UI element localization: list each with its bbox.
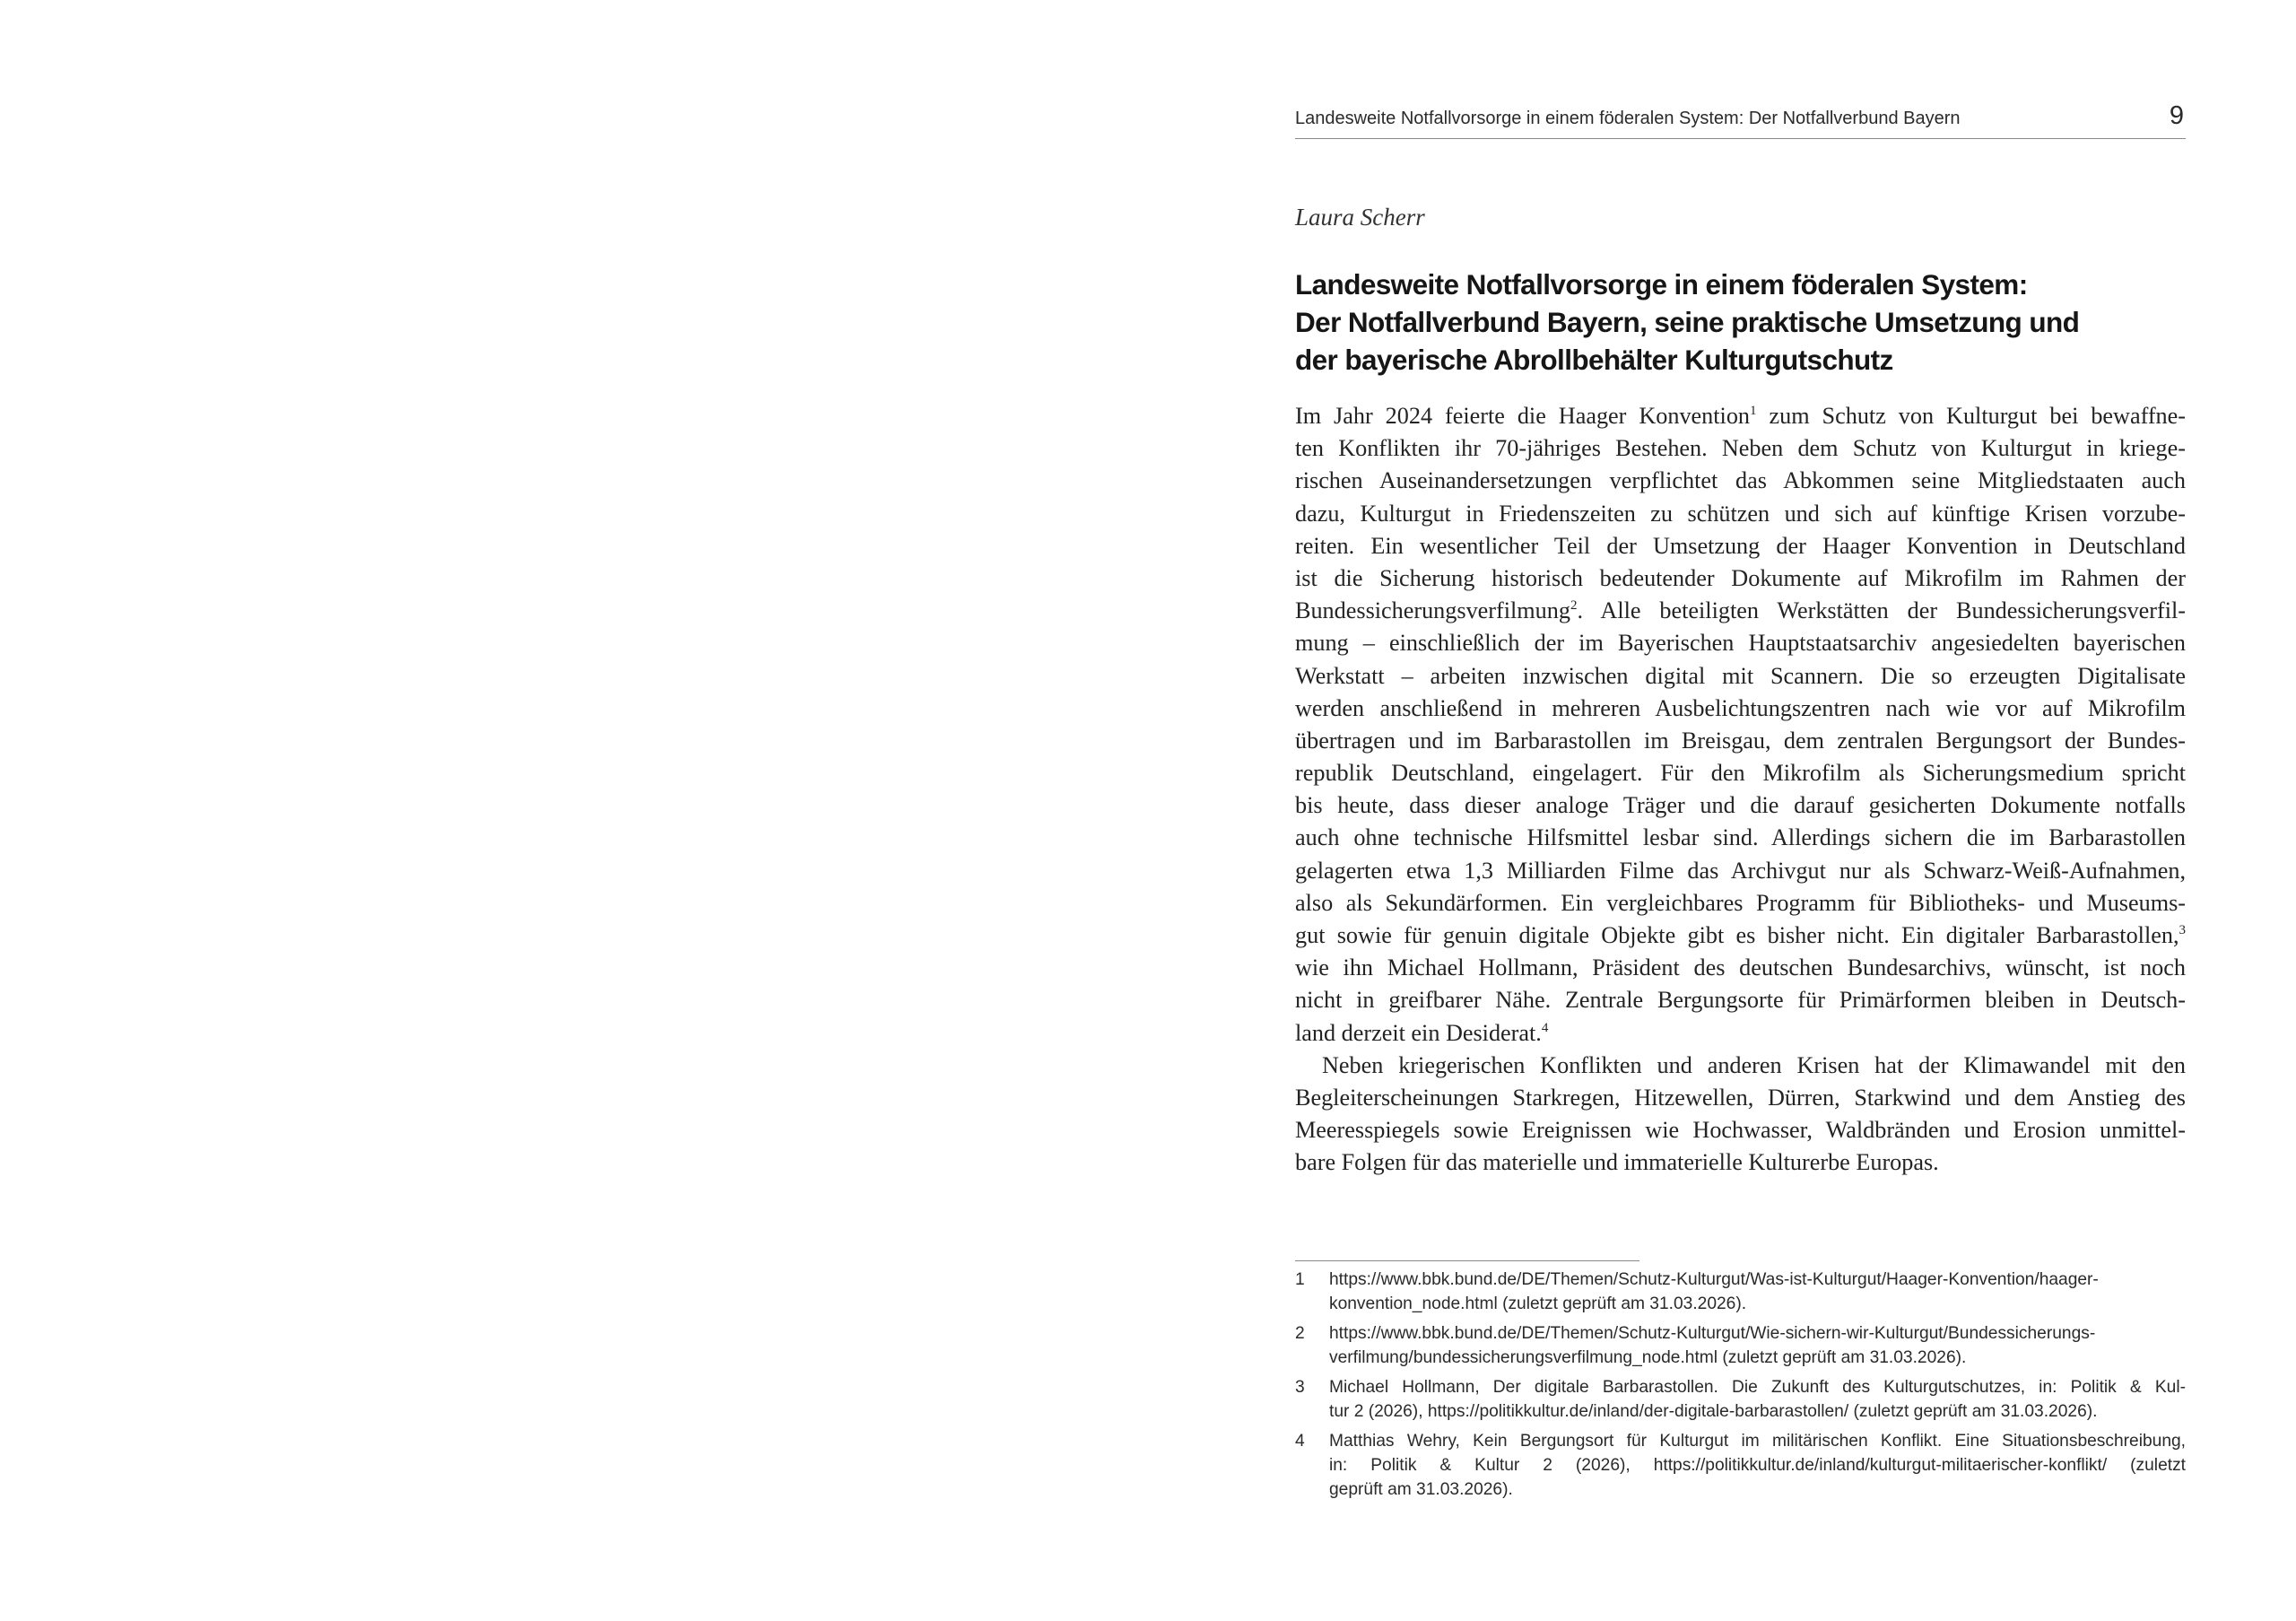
footnote-number: 4 <box>1295 1432 1305 1451</box>
body-line: also als Sekundärformen. Ein vergleichbares Programm für Bibliotheks- und Museums- <box>1295 889 2186 916</box>
article-title-line: Der Notfallverbund Bayern, seine praktische Umsetzung und <box>1295 306 2080 338</box>
footnote-text <box>1329 1321 2186 1370</box>
body-line: bare Folgen für das materielle und immaterielle Kulturerbe Europas. <box>1295 1149 1939 1176</box>
footnote-line[interactable]: https://www.bbk.bund.de/DE/Themen/Schutz-Kulturgut/Wie-sichern-wir-Kulturgut/Bundessicherungs- <box>1329 1324 2096 1343</box>
footnote-line: Matthias Wehry, Kein Bergungsort für Kulturgut im militärischen Konflikt. Eine Situationsbeschreibung, <box>1329 1432 2186 1451</box>
running-head <box>1295 99 2186 139</box>
body-line: ten Konflikten ihr 70-jähriges Bestehen. Neben dem Schutz von Kulturgut in kriege- <box>1295 435 2186 462</box>
body-line: Neben kriegerischen Konflikten und anderen Krisen hat der Klimawandel mit den <box>1322 1051 2186 1078</box>
footnote-line: geprüft am 31.03.2026). <box>1329 1480 1513 1499</box>
body-line: Meeresspiegels sowie Ereignissen wie Hochwasser, Waldbränden und Erosion unmittel- <box>1295 1117 2186 1144</box>
footnote-divider <box>1295 1260 1639 1261</box>
footnote-number: 2 <box>1295 1324 1305 1343</box>
body-line: dazu, Kulturgut in Friedenszeiten zu schützen und sich auf künftige Krisen vorzube- <box>1295 500 2186 527</box>
body-line: auch ohne technische Hilfsmittel lesbar sind. Allerdings sichern die im Barbarastollen <box>1295 824 2186 851</box>
footnotes <box>1295 1268 2186 1507</box>
body-line: rischen Auseinandersetzungen verpflichtet das Abkommen seine Mitgliedstaaten auch <box>1295 467 2186 494</box>
body-line: reiten. Ein wesentlicher Teil der Umsetzung der Haager Konvention in Deutschland <box>1295 532 2186 559</box>
body-line: wie ihn Michael Hollmann, Präsident des deutschen Bundesarchivs, wünscht, ist noch <box>1295 954 2186 981</box>
body-line: republik Deutschland, eingelagert. Für den Mikrofilm als Sicherungsmedium spricht <box>1295 760 2186 787</box>
body-line: übertragen und im Barbarastollen im Breisgau, dem zentralen Bergungsort der Bundes- <box>1295 727 2186 754</box>
footnote-line: Michael Hollmann, Der digitale Barbarastollen. Die Zukunft des Kulturgutschutzes, in: Politik & Kul- <box>1329 1378 2186 1397</box>
footnote-line[interactable]: verfilmung/bundessicherungsverfilmung_node.html (zuletzt geprüft am 31.03.2026). <box>1329 1348 1967 1367</box>
footnote-4 <box>1295 1429 2186 1502</box>
article-title-line: der bayerische Abrollbehälter Kulturgutschutz <box>1295 344 1893 376</box>
body-line: werden anschließend in mehreren Ausbelichtungszentren nach wie vor auf Mikrofilm <box>1295 694 2186 721</box>
body-line: land derzeit ein Desiderat.$^4$ <box>1295 1019 1549 1046</box>
body-line: gut sowie für genuin digitale Objekte gibt es bisher nicht. Ein digitaler Barbarastollen,$^3$ <box>1295 922 2186 948</box>
author-name: Laura Scherr <box>1295 204 1425 231</box>
right-page <box>1295 0 2186 1621</box>
body-line: nicht in greifbarer Nähe. Zentrale Bergungsorte für Primärformen bleiben in Deutsch- <box>1295 987 2186 1014</box>
article-title <box>1295 266 2186 379</box>
body-line: ist die Sicherung historisch bedeutender Dokumente auf Mikrofilm im Rahmen der <box>1295 564 2186 591</box>
body-line: Begleiterscheinungen Starkregen, Hitzewellen, Dürren, Starkwind und dem Anstieg des <box>1295 1084 2186 1111</box>
footnote-2 <box>1295 1321 2186 1370</box>
footnote-line[interactable]: konvention_node.html (zuletzt geprüft am 31.03.2026). <box>1329 1294 1747 1313</box>
footnote-number: 3 <box>1295 1378 1305 1397</box>
body-line: gelagerten etwa 1,3 Milliarden Filme das Archivgut nur als Schwarz-Weiß-Aufnahmen, <box>1295 857 2186 884</box>
running-head-title: Landesweite Notfallvorsorge in einem föderalen System: Der Notfallverbund Bayern <box>1295 109 1961 128</box>
footnote-line[interactable]: https://www.bbk.bund.de/DE/Themen/Schutz-Kulturgut/Was-ist-Kulturgut/Haager-Konvention/haager- <box>1329 1270 2099 1289</box>
footnote-text <box>1329 1375 2186 1424</box>
footnote-number: 1 <box>1295 1270 1305 1289</box>
footnote-ref-4[interactable]: 4 <box>1541 1020 1549 1035</box>
footnote-line[interactable]: tur 2 (2026), https://politikkultur.de/inland/der-digitale-barbarastollen/ (zuletzt geprüft am 31.03.2026). <box>1329 1402 2098 1421</box>
footnote-ref-1[interactable]: 1 <box>1750 404 1757 418</box>
page-number: 9 <box>2169 101 2184 130</box>
footnote-text <box>1329 1429 2186 1502</box>
footnote-1 <box>1295 1268 2186 1316</box>
article-title-line: Landesweite Notfallvorsorge in einem föderalen System: <box>1295 268 2028 301</box>
body-line: Werkstatt – arbeiten inzwischen digital mit Scannern. Die so erzeugten Digitalisate <box>1295 662 2186 689</box>
footnote-3 <box>1295 1375 2186 1424</box>
footnote-ref-2[interactable]: 2 <box>1570 598 1578 614</box>
body-line: Im Jahr 2024 feierte die Haager Konvention$^1$ zum Schutz von Kulturgut bei bewaffne- <box>1295 403 2186 429</box>
footnote-ref-3[interactable]: 3 <box>2179 923 2186 937</box>
body-line: Bundessicherungsverfilmung$^2$. Alle beteiligten Werkstätten der Bundessicherungsverfil- <box>1295 597 2186 624</box>
footnote-line[interactable]: in: Politik & Kultur 2 (2026), https://politikkultur.de/inland/kulturgut-militaerischer-konflikt/ (zuletzt <box>1329 1456 2186 1475</box>
body-line: mung – einschließlich der im Bayerischen Hauptstaatsarchiv angesiedelten bayerischen <box>1295 630 2186 657</box>
body-text <box>1295 400 2186 1180</box>
footnote-text <box>1329 1268 2186 1316</box>
body-line: bis heute, dass dieser analoge Träger und die darauf gesicherten Dokumente notfalls <box>1295 792 2186 819</box>
